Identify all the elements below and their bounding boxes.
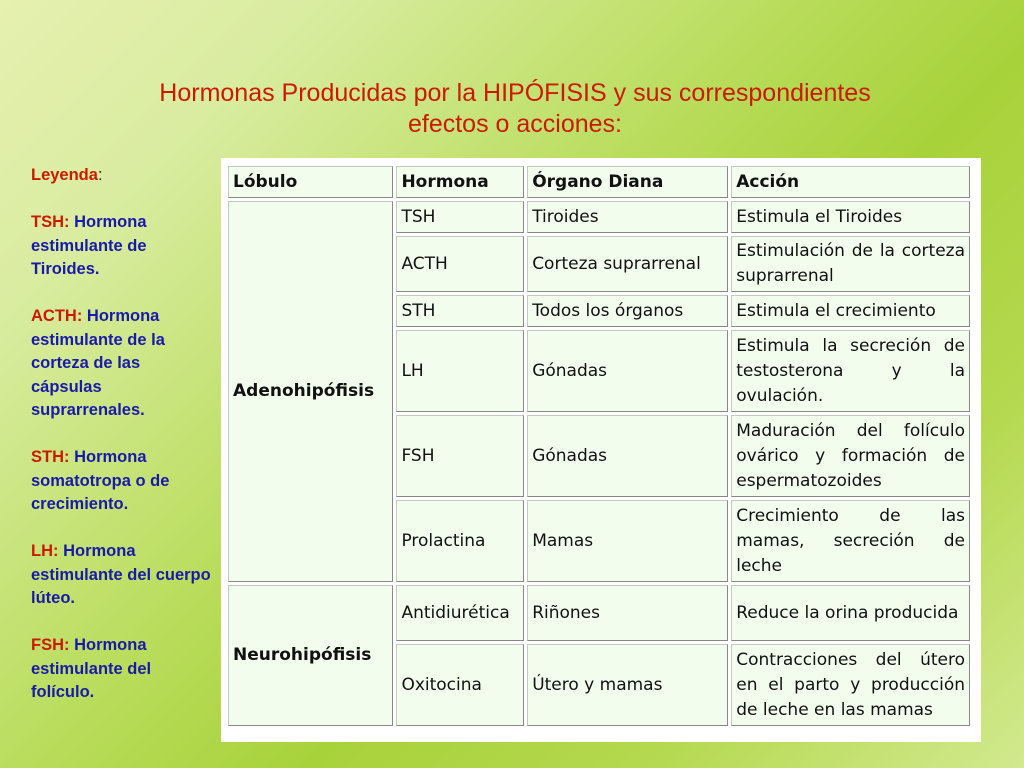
- slide-title: [100, 78, 930, 140]
- legend-abbr: FSH:: [31, 636, 70, 654]
- action-cell: Estimula el crecimiento: [731, 295, 970, 327]
- legend-text: Hormona estimulante de Tiroides.: [31, 213, 147, 278]
- action-cell: Maduración del folículo ovárico y formación de espermatozoides: [731, 415, 970, 497]
- table-header-row: [228, 166, 970, 198]
- legend: [31, 164, 211, 705]
- action-cell: Estimulación de la corteza suprarrenal: [731, 236, 970, 292]
- legend-entry-tsh: [31, 211, 211, 282]
- legend-heading-colon: :: [97, 166, 103, 184]
- hormone-cell: LH: [396, 330, 524, 412]
- organ-cell: Mamas: [527, 500, 728, 582]
- table-row: [228, 201, 970, 233]
- header-action: Acción: [731, 166, 970, 198]
- legend-abbr: STH:: [31, 448, 70, 466]
- legend-text: Hormona somatotropa o de crecimiento.: [31, 448, 170, 513]
- legend-entry-acth: [31, 305, 211, 423]
- hormone-cell: Prolactina: [396, 500, 524, 582]
- action-cell: Contracciones del útero en el parto y producción de leche en las mamas: [731, 644, 970, 726]
- hormone-table: [225, 163, 973, 729]
- legend-abbr: TSH:: [31, 213, 70, 231]
- slide-title-line-2: efectos o acciones:: [407, 110, 622, 138]
- action-cell: Reduce la orina producida: [731, 585, 970, 641]
- legend-entry-sth: [31, 446, 211, 517]
- legend-text: Hormona estimulante del folículo.: [31, 636, 152, 701]
- action-cell: Estimula el Tiroides: [731, 201, 970, 233]
- hormone-cell: ACTH: [396, 236, 524, 292]
- organ-cell: Útero y mamas: [527, 644, 728, 726]
- organ-cell: Corteza suprarrenal: [527, 236, 728, 292]
- legend-text: Hormona estimulante de la corteza de las cápsulas suprarrenales.: [31, 307, 165, 419]
- hormone-table-panel: [221, 158, 981, 742]
- header-hormone: Hormona: [396, 166, 524, 198]
- hormone-cell: TSH: [396, 201, 524, 233]
- lobe-neurohypophysis: Neurohipófisis: [228, 585, 393, 726]
- organ-cell: Gónadas: [527, 415, 728, 497]
- slide-title-line-1: Hormonas Producidas por la HIPÓFISIS y sus correspondientes: [159, 79, 871, 107]
- organ-cell: Riñones: [527, 585, 728, 641]
- organ-cell: Tiroides: [527, 201, 728, 233]
- hormone-cell: Antidiurética: [396, 585, 524, 641]
- organ-cell: Gónadas: [527, 330, 728, 412]
- action-cell: Crecimiento de las mamas, secreción de leche: [731, 500, 970, 582]
- legend-abbr: LH:: [31, 542, 59, 560]
- hormone-cell: Oxitocina: [396, 644, 524, 726]
- legend-abbr: ACTH:: [31, 307, 83, 325]
- lobe-adenohypophysis: Adenohipófisis: [228, 201, 393, 582]
- table-row: [228, 585, 970, 641]
- header-lobe: Lóbulo: [228, 166, 393, 198]
- legend-heading: [31, 164, 211, 188]
- action-cell: Estimula la secreción de testosterona y la ovulación.: [731, 330, 970, 412]
- legend-entry-lh: [31, 540, 211, 611]
- hormone-cell: STH: [396, 295, 524, 327]
- legend-text: Hormona estimulante del cuerpo lúteo.: [31, 542, 211, 607]
- hormone-cell: FSH: [396, 415, 524, 497]
- legend-entry-fsh: [31, 634, 211, 705]
- organ-cell: Todos los órganos: [527, 295, 728, 327]
- header-target-organ: Órgano Diana: [527, 166, 728, 198]
- legend-heading-label: Leyenda: [31, 166, 98, 184]
